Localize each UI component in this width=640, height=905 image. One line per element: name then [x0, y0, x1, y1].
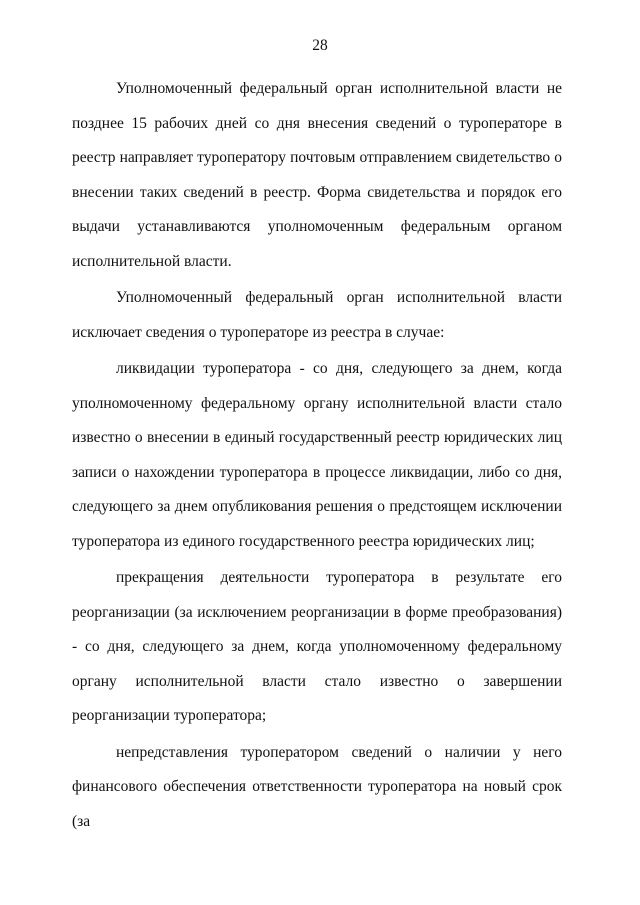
paragraph-financial-security: непредставления туроператором сведений о наличии у него финансового обеспечения ответственности туроператора на новый срок (за [72, 743, 562, 830]
paragraph-certificate-issuance: Уполномоченный федеральный орган исполнительной власти не позднее 15 рабочих дней со дня внесения сведений о туроператоре в реестр направляет туроператору почтовым отправлением свидетельство о внесении таких сведений в реестр. Форма свидетельства и порядок его выдачи устанавливаются уполномоченным федеральным органом исполнительной власти. [72, 80, 562, 270]
paragraph-liquidation: ликвидации туроператора - со дня, следующего за днем, когда уполномоченному федеральному органу исполнительной власти стало известно о внесении в единый государственный реестр юридических лиц записи о нахождении туроператора в процессе ликвидации, либо со дня, следующего за днем опубликования решения о предстоящем исключении туроператора из единого государственного реестра юридических лиц; [72, 360, 562, 550]
page-number: 28 [312, 37, 328, 54]
paragraph-exclusion-intro: Уполномоченный федеральный орган исполнительной власти исключает сведения о туроператоре из реестра в случае: [72, 289, 562, 341]
document-body [72, 72, 562, 839]
paragraph-reorganization: прекращения деятельности туроператора в результате его реорганизации (за исключением реорганизации в форме преобразования) - со дня, следующего за днем, когда уполномоченному федеральному органу исполнительной власти стало известно о завершении реорганизации туроператора; [72, 569, 562, 724]
